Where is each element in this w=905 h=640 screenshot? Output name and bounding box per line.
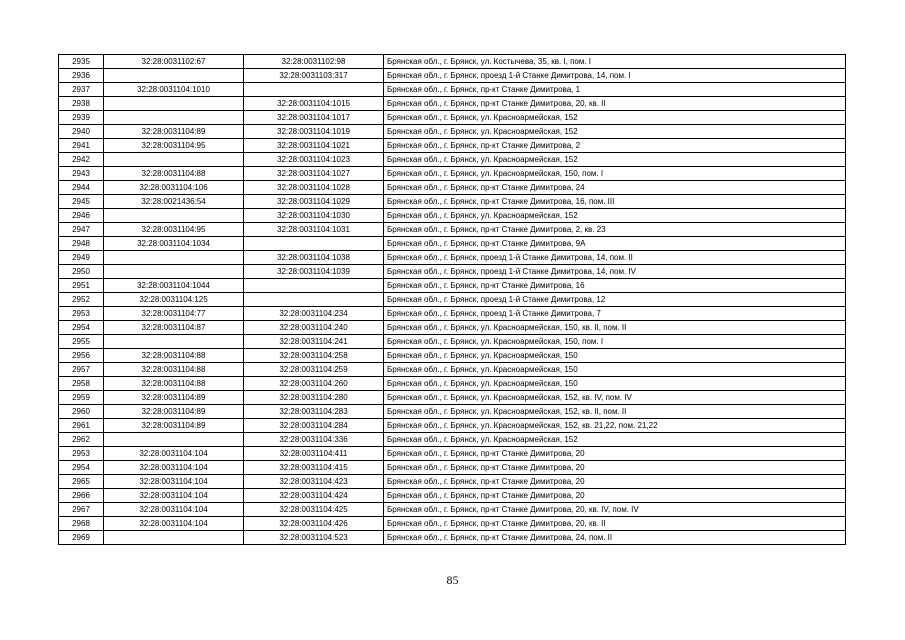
new-cadastral-number-cell: 32:28:0031104:1019 bbox=[244, 125, 384, 139]
new-cadastral-number-cell: 32:28:0031103:317 bbox=[244, 69, 384, 83]
table-row bbox=[59, 475, 846, 489]
old-cadastral-number-cell bbox=[104, 265, 244, 279]
row-number-cell: 2936 bbox=[59, 69, 104, 83]
row-number-cell: 2943 bbox=[59, 167, 104, 181]
row-number-cell: 2935 bbox=[59, 55, 104, 69]
old-cadastral-number-cell bbox=[104, 531, 244, 545]
address-cell: Брянская обл., г. Брянск, пр-кт Станке Димитрова, 20 bbox=[384, 489, 846, 503]
address-cell: Брянская обл., г. Брянск, ул. Костычева, 35, кв. I, пом. I bbox=[384, 55, 846, 69]
table-row bbox=[59, 307, 846, 321]
old-cadastral-number-cell: 32:28:0031104:89 bbox=[104, 391, 244, 405]
old-cadastral-number-cell bbox=[104, 111, 244, 125]
old-cadastral-number-cell: 32:28:0031104:88 bbox=[104, 363, 244, 377]
table-row bbox=[59, 97, 846, 111]
new-cadastral-number-cell: 32:28:0031104:425 bbox=[244, 503, 384, 517]
address-cell: Брянская обл., г. Брянск, пр-кт Станке Димитрова, 24 bbox=[384, 181, 846, 195]
table-row bbox=[59, 237, 846, 251]
new-cadastral-number-cell: 32:28:0031104:260 bbox=[244, 377, 384, 391]
old-cadastral-number-cell bbox=[104, 69, 244, 83]
new-cadastral-number-cell: 32:28:0031104:1039 bbox=[244, 265, 384, 279]
row-number-cell: 2946 bbox=[59, 209, 104, 223]
row-number-cell: 2954 bbox=[59, 321, 104, 335]
row-number-cell: 2945 bbox=[59, 195, 104, 209]
row-number-cell: 2956 bbox=[59, 349, 104, 363]
old-cadastral-number-cell bbox=[104, 433, 244, 447]
address-cell: Брянская обл., г. Брянск, ул. Красноармейская, 150, кв. II, пом. II bbox=[384, 321, 846, 335]
address-cell: Брянская обл., г. Брянск, ул. Красноармейская, 150, пом. I bbox=[384, 167, 846, 181]
table-row bbox=[59, 279, 846, 293]
row-number-cell: 2953 bbox=[59, 307, 104, 321]
new-cadastral-number-cell: 32:28:0031104:426 bbox=[244, 517, 384, 531]
table-row bbox=[59, 419, 846, 433]
address-cell: Брянская обл., г. Брянск, ул. Красноармейская, 152, кв. IV, пом. IV bbox=[384, 391, 846, 405]
table-row bbox=[59, 391, 846, 405]
address-cell: Брянская обл., г. Брянск, ул. Красноармейская, 152 bbox=[384, 433, 846, 447]
new-cadastral-number-cell: 32:28:0031104:240 bbox=[244, 321, 384, 335]
old-cadastral-number-cell bbox=[104, 251, 244, 265]
row-number-cell: 2967 bbox=[59, 503, 104, 517]
table-row bbox=[59, 363, 846, 377]
address-cell: Брянская обл., г. Брянск, проезд 1-й Станке Димитрова, 14, пом. II bbox=[384, 251, 846, 265]
old-cadastral-number-cell: 32:28:0031104:104 bbox=[104, 503, 244, 517]
old-cadastral-number-cell: 32:28:0031104:89 bbox=[104, 405, 244, 419]
table-row bbox=[59, 405, 846, 419]
old-cadastral-number-cell: 32:28:0031104:1034 bbox=[104, 237, 244, 251]
old-cadastral-number-cell: 32:28:0031104:106 bbox=[104, 181, 244, 195]
table-row bbox=[59, 167, 846, 181]
row-number-cell: 2954 bbox=[59, 461, 104, 475]
old-cadastral-number-cell: 32:28:0021436:54 bbox=[104, 195, 244, 209]
row-number-cell: 2937 bbox=[59, 83, 104, 97]
table-row bbox=[59, 377, 846, 391]
address-cell: Брянская обл., г. Брянск, пр-кт Станке Димитрова, 16 bbox=[384, 279, 846, 293]
row-number-cell: 2951 bbox=[59, 279, 104, 293]
table-row bbox=[59, 83, 846, 97]
old-cadastral-number-cell: 32:28:0031104:88 bbox=[104, 349, 244, 363]
new-cadastral-number-cell: 32:28:0031104:259 bbox=[244, 363, 384, 377]
old-cadastral-number-cell: 32:28:0031104:1010 bbox=[104, 83, 244, 97]
address-cell: Брянская обл., г. Брянск, пр-кт Станке Димитрова, 20, кв. IV, пом. IV bbox=[384, 503, 846, 517]
row-number-cell: 2957 bbox=[59, 363, 104, 377]
table-row bbox=[59, 111, 846, 125]
row-number-cell: 2965 bbox=[59, 475, 104, 489]
table-row bbox=[59, 489, 846, 503]
old-cadastral-number-cell bbox=[104, 97, 244, 111]
address-cell: Брянская обл., г. Брянск, ул. Красноармейская, 152 bbox=[384, 125, 846, 139]
table-row bbox=[59, 139, 846, 153]
old-cadastral-number-cell: 32:28:0031104:88 bbox=[104, 167, 244, 181]
new-cadastral-number-cell: 32:28:0031104:415 bbox=[244, 461, 384, 475]
new-cadastral-number-cell: 32:28:0031104:1031 bbox=[244, 223, 384, 237]
old-cadastral-number-cell bbox=[104, 335, 244, 349]
row-number-cell: 2961 bbox=[59, 419, 104, 433]
address-cell: Брянская обл., г. Брянск, пр-кт Станке Димитрова, 1 bbox=[384, 83, 846, 97]
table-row bbox=[59, 447, 846, 461]
table-row bbox=[59, 433, 846, 447]
table-row bbox=[59, 293, 846, 307]
old-cadastral-number-cell: 32:28:0031104:125 bbox=[104, 293, 244, 307]
row-number-cell: 2959 bbox=[59, 391, 104, 405]
address-cell: Брянская обл., г. Брянск, ул. Красноармейская, 152 bbox=[384, 111, 846, 125]
row-number-cell: 2944 bbox=[59, 181, 104, 195]
address-cell: Брянская обл., г. Брянск, пр-кт Станке Димитрова, 2, кв. 23 bbox=[384, 223, 846, 237]
new-cadastral-number-cell bbox=[244, 83, 384, 97]
new-cadastral-number-cell: 32:28:0031104:523 bbox=[244, 531, 384, 545]
table-row bbox=[59, 517, 846, 531]
old-cadastral-number-cell: 32:28:0031104:95 bbox=[104, 139, 244, 153]
row-number-cell: 2948 bbox=[59, 237, 104, 251]
row-number-cell: 2952 bbox=[59, 293, 104, 307]
new-cadastral-number-cell: 32:28:0031104:280 bbox=[244, 391, 384, 405]
new-cadastral-number-cell: 32:28:0031104:1029 bbox=[244, 195, 384, 209]
row-number-cell: 2962 bbox=[59, 433, 104, 447]
row-number-cell: 2958 bbox=[59, 377, 104, 391]
new-cadastral-number-cell: 32:28:0031104:284 bbox=[244, 419, 384, 433]
new-cadastral-number-cell: 32:28:0031104:234 bbox=[244, 307, 384, 321]
table-row bbox=[59, 125, 846, 139]
address-cell: Брянская обл., г. Брянск, ул. Красноармейская, 150 bbox=[384, 377, 846, 391]
row-number-cell: 2960 bbox=[59, 405, 104, 419]
new-cadastral-number-cell bbox=[244, 237, 384, 251]
old-cadastral-number-cell: 32:28:0031104:89 bbox=[104, 125, 244, 139]
new-cadastral-number-cell: 32:28:0031104:424 bbox=[244, 489, 384, 503]
old-cadastral-number-cell: 32:28:0031104:1044 bbox=[104, 279, 244, 293]
table-row bbox=[59, 531, 846, 545]
new-cadastral-number-cell: 32:28:0031104:283 bbox=[244, 405, 384, 419]
row-number-cell: 2966 bbox=[59, 489, 104, 503]
row-number-cell: 2950 bbox=[59, 265, 104, 279]
row-number-cell: 2940 bbox=[59, 125, 104, 139]
row-number-cell: 2939 bbox=[59, 111, 104, 125]
address-cell: Брянская обл., г. Брянск, пр-кт Станке Димитрова, 20, кв. II bbox=[384, 517, 846, 531]
address-cell: Брянская обл., г. Брянск, пр-кт Станке Димитрова, 9А bbox=[384, 237, 846, 251]
new-cadastral-number-cell: 32:28:0031104:1027 bbox=[244, 167, 384, 181]
address-cell: Брянская обл., г. Брянск, ул. Красноармейская, 150 bbox=[384, 349, 846, 363]
address-cell: Брянская обл., г. Брянск, ул. Красноармейская, 150 bbox=[384, 363, 846, 377]
new-cadastral-number-cell: 32:28:0031104:1030 bbox=[244, 209, 384, 223]
new-cadastral-number-cell: 32:28:0031104:1021 bbox=[244, 139, 384, 153]
address-cell: Брянская обл., г. Брянск, ул. Красноармейская, 152 bbox=[384, 153, 846, 167]
new-cadastral-number-cell bbox=[244, 293, 384, 307]
row-number-cell: 2941 bbox=[59, 139, 104, 153]
row-number-cell: 2942 bbox=[59, 153, 104, 167]
page-number: 85 bbox=[446, 573, 459, 587]
old-cadastral-number-cell: 32:28:0031104:104 bbox=[104, 447, 244, 461]
row-number-cell: 2953 bbox=[59, 447, 104, 461]
table-row bbox=[59, 503, 846, 517]
table-row bbox=[59, 181, 846, 195]
address-cell: Брянская обл., г. Брянск, пр-кт Станке Димитрова, 20 bbox=[384, 461, 846, 475]
new-cadastral-number-cell: 32:28:0031104:1023 bbox=[244, 153, 384, 167]
address-cell: Брянская обл., г. Брянск, пр-кт Станке Димитрова, 20 bbox=[384, 475, 846, 489]
table-row bbox=[59, 321, 846, 335]
table-row bbox=[59, 265, 846, 279]
old-cadastral-number-cell: 32:28:0031104:87 bbox=[104, 321, 244, 335]
address-cell: Брянская обл., г. Брянск, ул. Красноармейская, 152, кв. II, пом. II bbox=[384, 405, 846, 419]
table-row bbox=[59, 209, 846, 223]
table-row bbox=[59, 349, 846, 363]
address-cell: Брянская обл., г. Брянск, ул. Красноармейская, 150, пом. I bbox=[384, 335, 846, 349]
row-number-cell: 2949 bbox=[59, 251, 104, 265]
cadastral-table bbox=[58, 54, 846, 545]
table-row bbox=[59, 153, 846, 167]
new-cadastral-number-cell: 32:28:0031104:1017 bbox=[244, 111, 384, 125]
address-cell: Брянская обл., г. Брянск, пр-кт Станке Димитрова, 20 bbox=[384, 447, 846, 461]
table-row bbox=[59, 251, 846, 265]
old-cadastral-number-cell: 32:28:0031104:104 bbox=[104, 461, 244, 475]
address-cell: Брянская обл., г. Брянск, ул. Красноармейская, 152 bbox=[384, 209, 846, 223]
table-row bbox=[59, 335, 846, 349]
new-cadastral-number-cell: 32:28:0031104:423 bbox=[244, 475, 384, 489]
old-cadastral-number-cell: 32:28:0031104:104 bbox=[104, 517, 244, 531]
new-cadastral-number-cell: 32:28:0031104:1038 bbox=[244, 251, 384, 265]
old-cadastral-number-cell: 32:28:0031104:77 bbox=[104, 307, 244, 321]
old-cadastral-number-cell: 32:28:0031104:104 bbox=[104, 489, 244, 503]
old-cadastral-number-cell: 32:28:0031104:95 bbox=[104, 223, 244, 237]
address-cell: Брянская обл., г. Брянск, проезд 1-й Станке Димитрова, 12 bbox=[384, 293, 846, 307]
new-cadastral-number-cell: 32:28:0031102:98 bbox=[244, 55, 384, 69]
table-row bbox=[59, 69, 846, 83]
new-cadastral-number-cell: 32:28:0031104:411 bbox=[244, 447, 384, 461]
document-page bbox=[58, 54, 846, 545]
row-number-cell: 2938 bbox=[59, 97, 104, 111]
new-cadastral-number-cell bbox=[244, 279, 384, 293]
row-number-cell: 2968 bbox=[59, 517, 104, 531]
table-row bbox=[59, 195, 846, 209]
address-cell: Брянская обл., г. Брянск, пр-кт Станке Димитрова, 2 bbox=[384, 139, 846, 153]
address-cell: Брянская обл., г. Брянск, проезд 1-й Станке Димитрова, 14, пом. IV bbox=[384, 265, 846, 279]
old-cadastral-number-cell bbox=[104, 153, 244, 167]
table-row bbox=[59, 223, 846, 237]
address-cell: Брянская обл., г. Брянск, проезд 1-й Станке Димитрова, 14, пом. I bbox=[384, 69, 846, 83]
new-cadastral-number-cell: 32:28:0031104:241 bbox=[244, 335, 384, 349]
old-cadastral-number-cell bbox=[104, 209, 244, 223]
address-cell: Брянская обл., г. Брянск, пр-кт Станке Димитрова, 16, пом. III bbox=[384, 195, 846, 209]
new-cadastral-number-cell: 32:28:0031104:1015 bbox=[244, 97, 384, 111]
address-cell: Брянская обл., г. Брянск, проезд 1-й Станке Димитрова, 7 bbox=[384, 307, 846, 321]
row-number-cell: 2947 bbox=[59, 223, 104, 237]
address-cell: Брянская обл., г. Брянск, пр-кт Станке Димитрова, 24, пом. II bbox=[384, 531, 846, 545]
old-cadastral-number-cell: 32:28:0031102:67 bbox=[104, 55, 244, 69]
address-cell: Брянская обл., г. Брянск, ул. Красноармейская, 152, кв. 21,22, пом. 21,22 bbox=[384, 419, 846, 433]
new-cadastral-number-cell: 32:28:0031104:258 bbox=[244, 349, 384, 363]
table-body bbox=[59, 55, 846, 545]
table-row bbox=[59, 55, 846, 69]
row-number-cell: 2955 bbox=[59, 335, 104, 349]
row-number-cell: 2969 bbox=[59, 531, 104, 545]
old-cadastral-number-cell: 32:28:0031104:88 bbox=[104, 377, 244, 391]
new-cadastral-number-cell: 32:28:0031104:336 bbox=[244, 433, 384, 447]
old-cadastral-number-cell: 32:28:0031104:89 bbox=[104, 419, 244, 433]
old-cadastral-number-cell: 32:28:0031104:104 bbox=[104, 475, 244, 489]
address-cell: Брянская обл., г. Брянск, пр-кт Станке Димитрова, 20, кв. II bbox=[384, 97, 846, 111]
table-row bbox=[59, 461, 846, 475]
new-cadastral-number-cell: 32:28:0031104:1028 bbox=[244, 181, 384, 195]
